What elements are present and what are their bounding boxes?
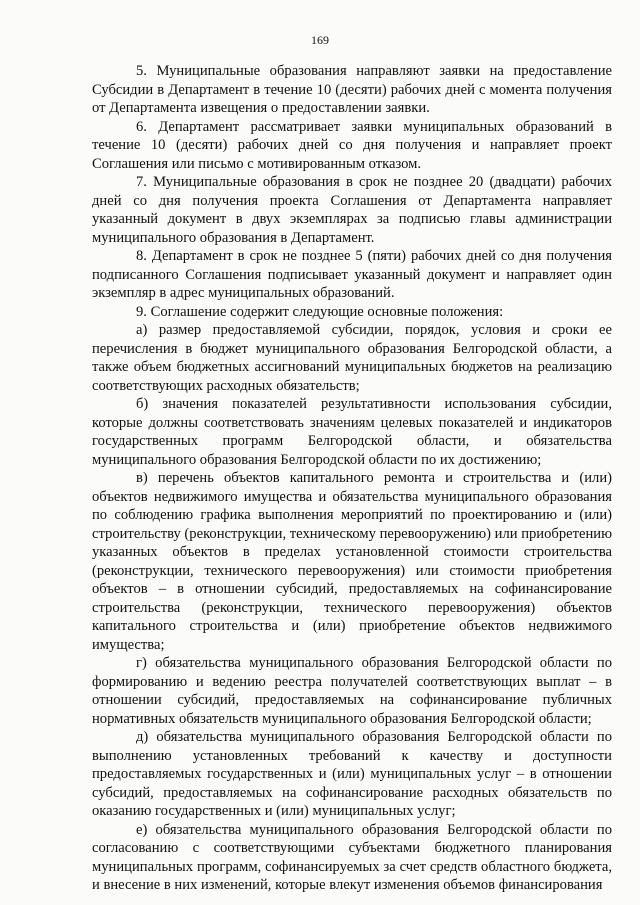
document-body (92, 62, 612, 895)
paragraph-6-review: 6. Департамент рассматривает заявки муниципальных образований в течение 10 (десяти) рабочих дней со дня получения и направляет проект Соглашения или письмо с мотивированным отказом. (92, 118, 612, 172)
provision-e: е) обязательства муниципального образования Белгородской области по согласованию с соответствующими субъектами бюджетного планирования муниципальных программ, софинансируемых за счет средств областного бюджета, и внесение в них изменений, которые влекут изменения объемов финансирования (92, 821, 612, 893)
page-number: 169 (311, 33, 329, 47)
provision-a: а) размер предоставляемой субсидии, порядок, условия и сроки ее перечисления в бюджет муниципального образования Белгородской области, а также объем бюджетных ассигнований муниципальных бюджетов на реализацию соответствующих расходных обязательств; (92, 322, 612, 394)
provision-g: г) обязательства муниципального образования Белгородской области по формированию и ведению реестра получателей соответствующих выплат – в отношении субсидий, предоставляемых на софинансирование публичных нормативных обязательств муниципального образования Белгородской области; (92, 655, 612, 727)
paragraph-9-provisions: 9. Соглашение содержит следующие основные положения: (136, 303, 504, 320)
paragraph-7-submission: 7. Муниципальные образования в срок не позднее 20 (двадцати) рабочих дней со дня получения проекта Соглашения от Департамента направляет указанный документ в двух экземплярах за подписью главы администрации муниципального образования в Департамент. (92, 174, 612, 246)
paragraph-8-signing: 8. Департамент в срок не позднее 5 (пяти) рабочих дней со дня получения подписанного Соглашения подписывает указанный документ и направляет один экземпляр в адрес муниципальных образований. (92, 248, 612, 301)
provision-d: д) обязательства муниципального образования Белгородской области по выполнению установленных требований к качеству и доступности предоставляемых государственных и (или) муниципальных услуг – в отношении субсидий, предоставляемых на софинансирование расходных обязательств по оказанию государственных и (или) муниципальных услуг; (92, 729, 612, 819)
paragraph-5-applications: 5. Муниципальные образования направляют заявки на предоставление Субсидии в Департамент в течение 10 (десяти) рабочих дней с момента получения от Департамента извещения о предоставлении заявки. (92, 63, 612, 116)
provision-b: б) значения показателей результативности использования субсидии, которые должны соответствовать значениям целевых показателей и индикаторов государственных программ Белгородской области, и обязательства муниципального образования Белгородской области по их достижению; (92, 396, 612, 468)
provision-v: в) перечень объектов капитального ремонта и строительства и (или) объектов недвижимого имущества и обязательства муниципального образования по соблюдению графика выполнения мероприятий по проектированию и (или) строительству (реконструкции, техническому перевооружению) или приобретению указанных объектов в пределах установленной стоимости строительства (реконструкции, технического перевооружения) или стоимости приобретения объектов – в отношении субсидий, предоставляемых на софинансирование строительства (реконструкции, технического перевооружения) объектов капитального строительства и (или) приобретение объектов недвижимого имущества; (92, 470, 612, 653)
